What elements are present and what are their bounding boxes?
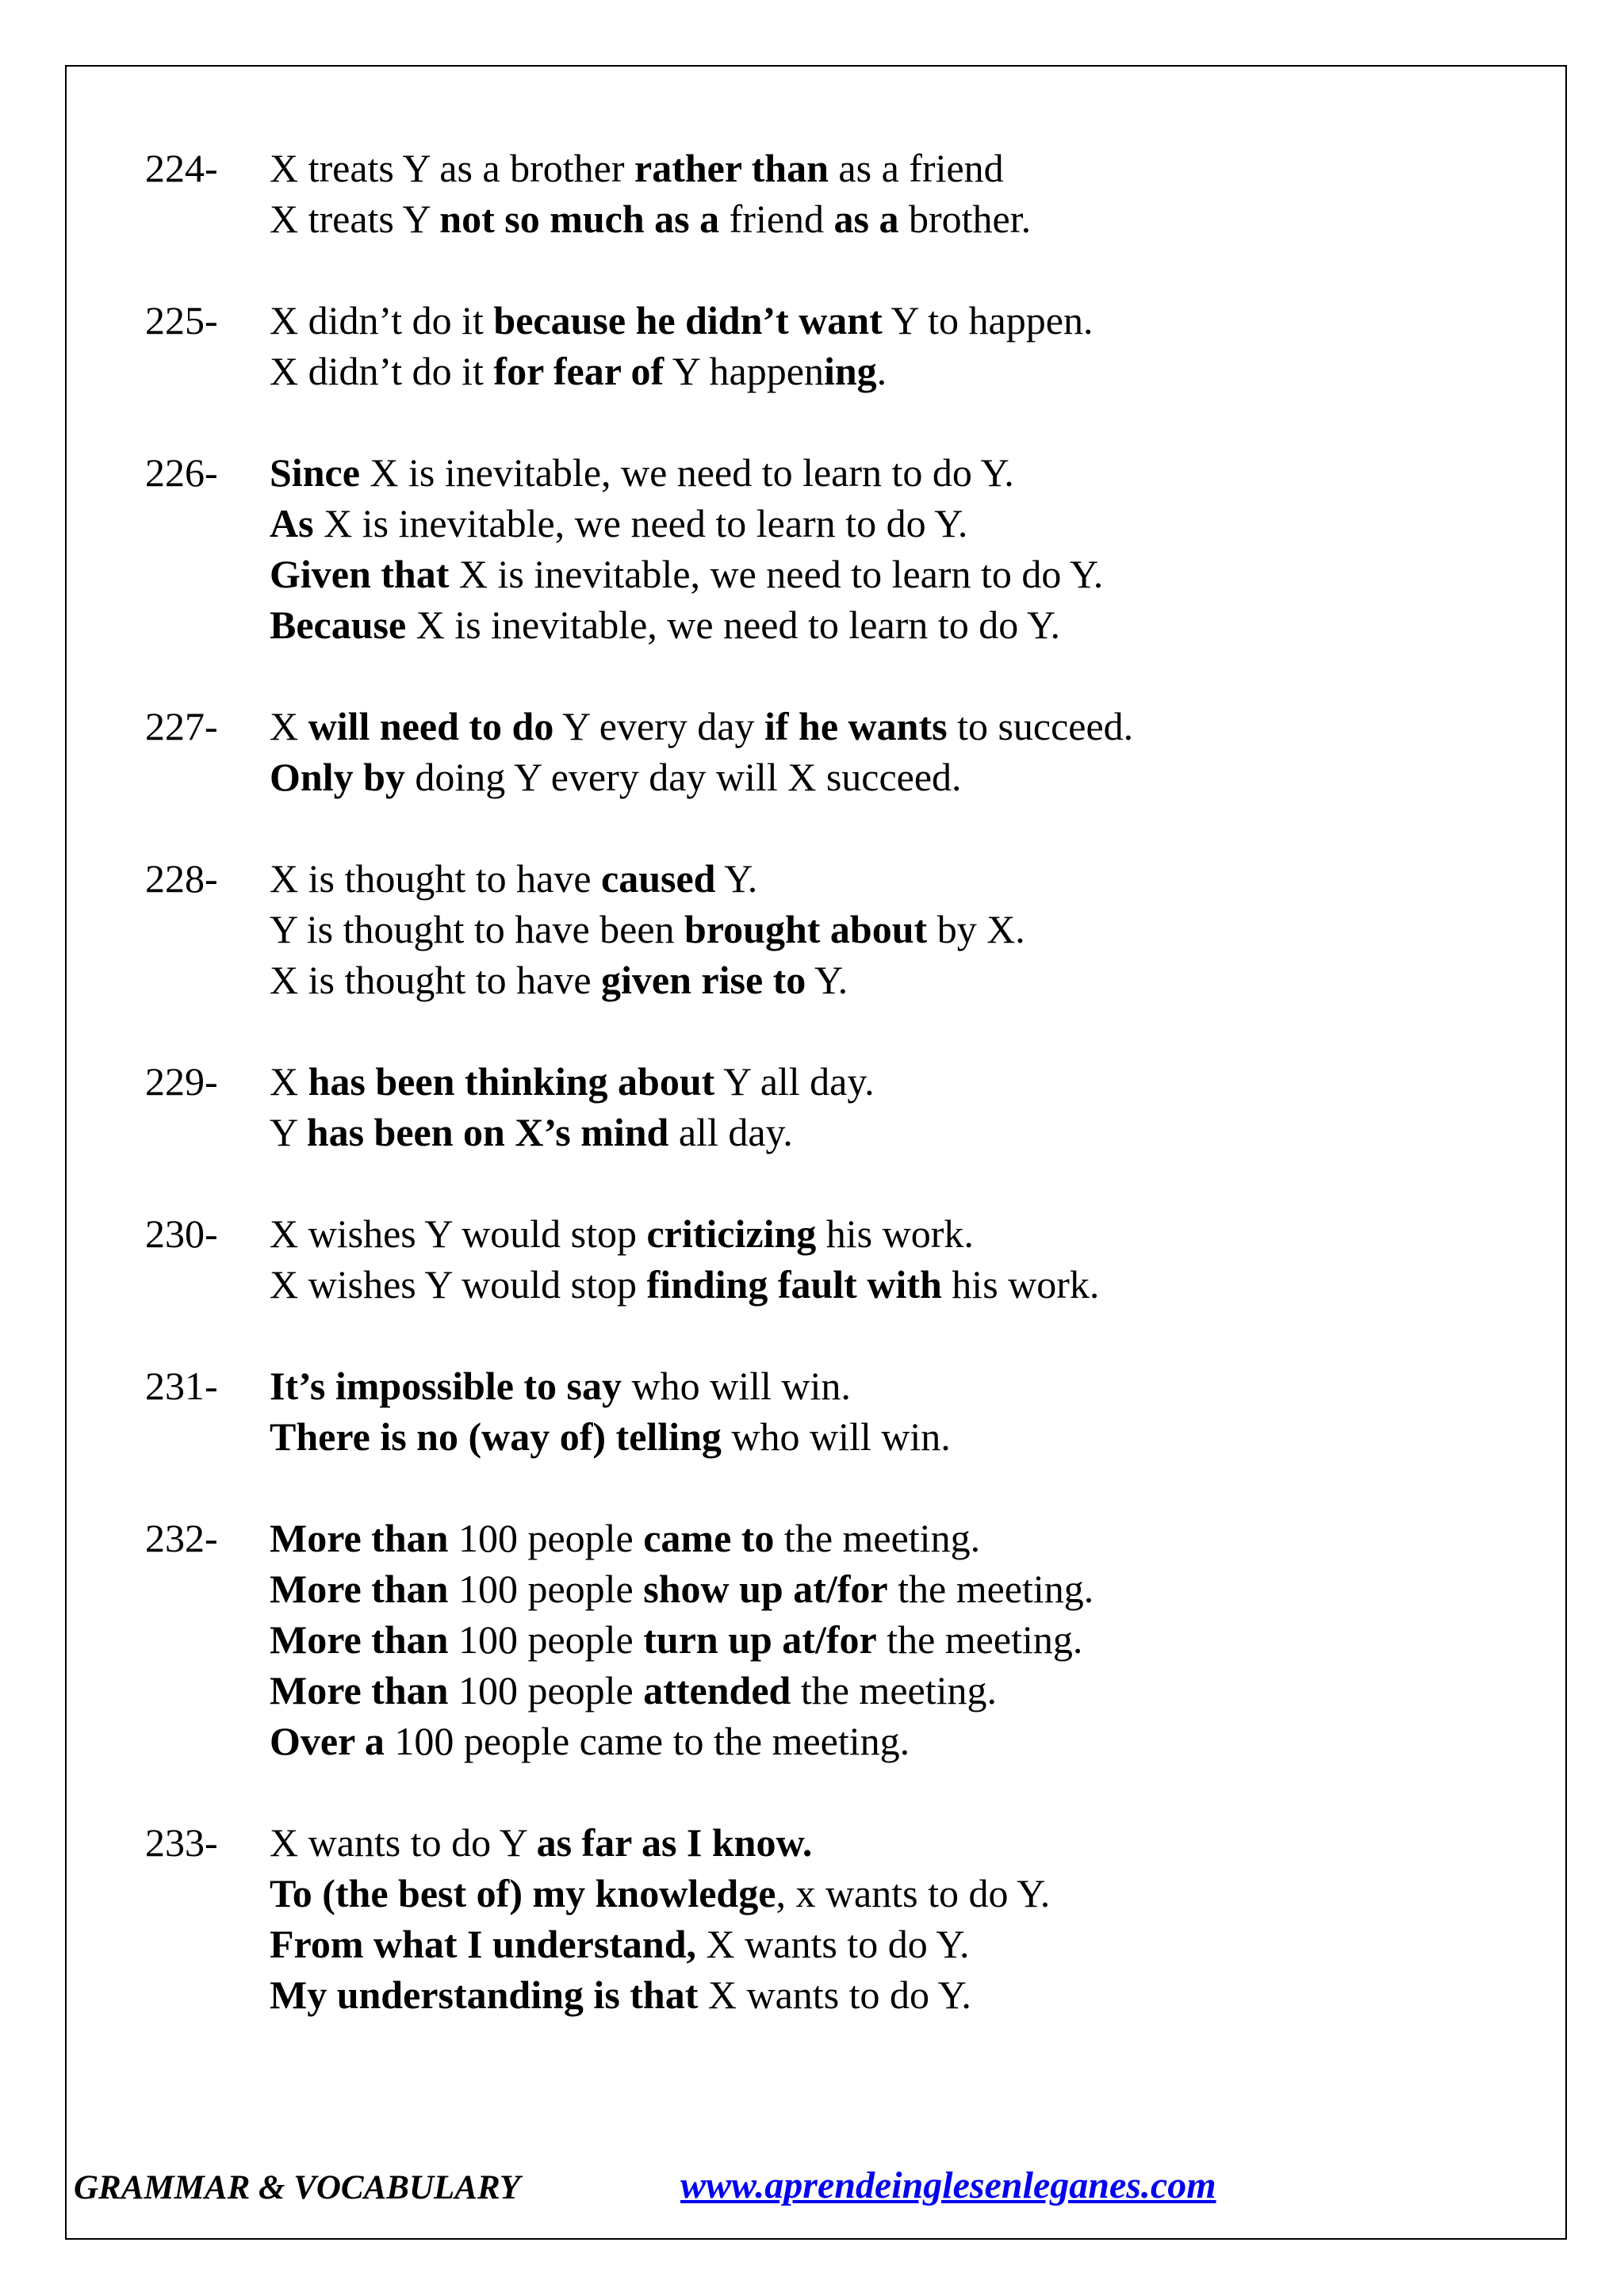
key-phrase: Because	[270, 603, 407, 647]
footer-website-link[interactable]: www.aprendeinglesenleganes.com	[680, 2164, 1216, 2206]
sentence-text: 100 people	[448, 1617, 644, 1662]
sentence-text: X wishes Y would stop	[270, 1211, 647, 1256]
key-phrase: Over a	[270, 1719, 385, 1763]
sentence-text: Y	[270, 1110, 307, 1154]
sentence-line	[270, 701, 1493, 752]
sentence-line	[270, 1868, 1493, 1919]
entry-sentences	[270, 853, 1493, 1005]
key-phrase: came to	[643, 1516, 775, 1560]
entry-number: 227-	[145, 704, 218, 748]
sentence-line	[270, 1208, 1493, 1259]
entry-sentences	[270, 1513, 1493, 1766]
key-phrase: More than	[270, 1617, 449, 1662]
sentence-text: Y every day	[553, 704, 764, 748]
key-phrase: given rise to	[601, 958, 806, 1002]
sentence-line	[270, 1411, 1493, 1462]
entry-number: 231-	[145, 1364, 218, 1408]
sentence-text: Y.	[806, 958, 848, 1002]
key-phrase: as far as I know.	[536, 1820, 813, 1865]
sentence-line	[270, 1614, 1493, 1665]
sentence-text: X is thought to have	[270, 856, 602, 901]
sentence-text: X wants to do Y.	[698, 1973, 971, 2017]
sentence-line	[270, 1513, 1493, 1563]
sentence-text: X is inevitable, we need to learn to do Y.	[359, 450, 1014, 495]
key-phrase: has been on X’s mind	[306, 1110, 669, 1154]
sentence-text: as a friend	[828, 146, 1004, 190]
key-phrase: will need to do	[308, 704, 554, 748]
key-phrase: Only by	[270, 755, 405, 799]
sentence-text: 100 people	[448, 1516, 644, 1560]
entry-number: 230-	[145, 1211, 218, 1256]
sentence-line	[270, 143, 1493, 193]
entry-item	[145, 701, 1493, 802]
key-phrase: not so much as a	[439, 197, 720, 241]
sentence-text: X	[270, 1059, 308, 1104]
entry-sentences	[270, 1056, 1493, 1158]
entry-item	[145, 143, 1493, 244]
sentence-text: to succeed.	[947, 704, 1134, 748]
entry-number: 228-	[145, 856, 218, 901]
sentence-line	[270, 346, 1493, 396]
sentence-line	[270, 599, 1493, 650]
sentence-text: X is inevitable, we need to learn to do Y.	[313, 501, 968, 545]
sentence-text: Y happen	[664, 349, 824, 393]
sentence-line	[270, 752, 1493, 802]
sentence-text: who will win.	[721, 1414, 951, 1459]
sentence-line	[270, 1919, 1493, 1969]
sentence-text: the meeting.	[887, 1567, 1094, 1611]
sentence-text: X wishes Y would stop	[270, 1262, 647, 1307]
entry-sentences	[270, 1208, 1493, 1310]
entry-number: 233-	[145, 1820, 218, 1865]
sentence-text: X didn’t do it	[270, 298, 494, 342]
sentence-text: Y all day.	[714, 1059, 875, 1104]
sentence-text: X didn’t do it	[270, 349, 494, 393]
key-phrase: turn up at/for	[643, 1617, 877, 1662]
sentence-line	[270, 1056, 1493, 1107]
sentence-line	[270, 853, 1493, 904]
sentence-text: X treats Y	[270, 197, 440, 241]
sentence-text: X	[270, 704, 308, 748]
entry-item	[145, 853, 1493, 1005]
sentence-text: X is thought to have	[270, 958, 602, 1002]
sentence-text: Y is thought to have been	[270, 907, 685, 951]
sentence-text: brother.	[898, 197, 1032, 241]
entry-number: 232-	[145, 1516, 218, 1560]
entry-sentences	[270, 143, 1493, 244]
entry-sentences	[270, 447, 1493, 650]
sentence-text: 100 people	[448, 1567, 644, 1611]
key-phrase: Given that	[270, 552, 450, 596]
sentence-line	[270, 1969, 1493, 2020]
sentence-line	[270, 904, 1493, 955]
sentence-text: the meeting.	[774, 1516, 981, 1560]
sentence-text: X wants to do Y	[270, 1820, 537, 1865]
sentence-text: doing Y every day will X succeed.	[404, 755, 962, 799]
entry-item	[145, 1817, 1493, 2020]
key-phrase: More than	[270, 1567, 449, 1611]
sentence-line	[270, 193, 1493, 244]
sentence-text: his work.	[941, 1262, 1100, 1307]
entry-number: 229-	[145, 1059, 218, 1104]
entry-item	[145, 1360, 1493, 1462]
key-phrase: finding fault with	[646, 1262, 942, 1307]
sentence-text: the meeting.	[791, 1668, 997, 1712]
key-phrase: attended	[643, 1668, 791, 1712]
key-phrase: To (the best of) my knowledge	[270, 1871, 776, 1915]
sentence-text: his work.	[816, 1211, 974, 1256]
sentence-line	[270, 1259, 1493, 1310]
sentence-line	[270, 549, 1493, 599]
sentence-line	[270, 1360, 1493, 1411]
key-phrase: More than	[270, 1668, 449, 1712]
key-phrase: for fear of	[493, 349, 665, 393]
key-phrase: More than	[270, 1516, 449, 1560]
key-phrase: It’s impossible to say	[270, 1364, 622, 1408]
sentence-text: friend	[719, 197, 834, 241]
key-phrase: Since	[270, 450, 360, 495]
entry-item	[145, 447, 1493, 650]
key-phrase: brought about	[684, 907, 928, 951]
footer-label: GRAMMAR & VOCABULARY	[74, 2169, 521, 2206]
sentence-line	[270, 1665, 1493, 1716]
key-phrase: criticizing	[646, 1211, 817, 1256]
key-phrase: caused	[601, 856, 716, 901]
entry-item	[145, 1056, 1493, 1158]
sentence-text: , x wants to do Y.	[776, 1871, 1051, 1915]
key-phrase: From what I understand,	[270, 1922, 697, 1966]
entry-item	[145, 1513, 1493, 1766]
entry-item	[145, 1208, 1493, 1310]
entry-number: 224-	[145, 146, 218, 190]
sentence-line	[270, 295, 1493, 346]
sentence-text: by X.	[927, 907, 1025, 951]
key-phrase: As	[270, 501, 314, 545]
sentence-line	[270, 498, 1493, 549]
sentence-text: 100 people came to the meeting.	[384, 1719, 910, 1763]
entry-sentences	[270, 1360, 1493, 1462]
sentence-line	[270, 447, 1493, 498]
entry-list	[145, 143, 1493, 2071]
key-phrase: rather than	[634, 146, 829, 190]
sentence-text: .	[876, 349, 887, 393]
key-phrase: My understanding is that	[270, 1973, 699, 2017]
sentence-text: 100 people	[448, 1668, 644, 1712]
sentence-text: Y to happen.	[882, 298, 1094, 342]
sentence-text: all day.	[668, 1110, 793, 1154]
key-phrase: show up at/for	[643, 1567, 888, 1611]
entry-sentences	[270, 295, 1493, 396]
key-phrase: ing	[823, 349, 877, 393]
sentence-text: X wants to do Y.	[696, 1922, 970, 1966]
key-phrase: because he didn’t want	[493, 298, 883, 342]
sentence-line	[270, 955, 1493, 1005]
sentence-line	[270, 1716, 1493, 1766]
entry-item	[145, 295, 1493, 396]
sentence-line	[270, 1817, 1493, 1868]
entry-number: 226-	[145, 450, 218, 495]
entry-number: 225-	[145, 298, 218, 342]
sentence-text: X treats Y as a brother	[270, 146, 635, 190]
sentence-text: Y.	[715, 856, 758, 901]
entry-sentences	[270, 701, 1493, 802]
entry-sentences	[270, 1817, 1493, 2020]
sentence-text: who will win.	[622, 1364, 851, 1408]
key-phrase: There is no (way of) telling	[270, 1414, 722, 1459]
sentence-line	[270, 1563, 1493, 1614]
sentence-line	[270, 1107, 1493, 1158]
sentence-text: the meeting.	[876, 1617, 1083, 1662]
sentence-text: X is inevitable, we need to learn to do Y.	[406, 603, 1061, 647]
key-phrase: as a	[833, 197, 899, 241]
key-phrase: if he wants	[764, 704, 948, 748]
key-phrase: has been thinking about	[308, 1059, 715, 1104]
sentence-text: X is inevitable, we need to learn to do Y.	[449, 552, 1104, 596]
